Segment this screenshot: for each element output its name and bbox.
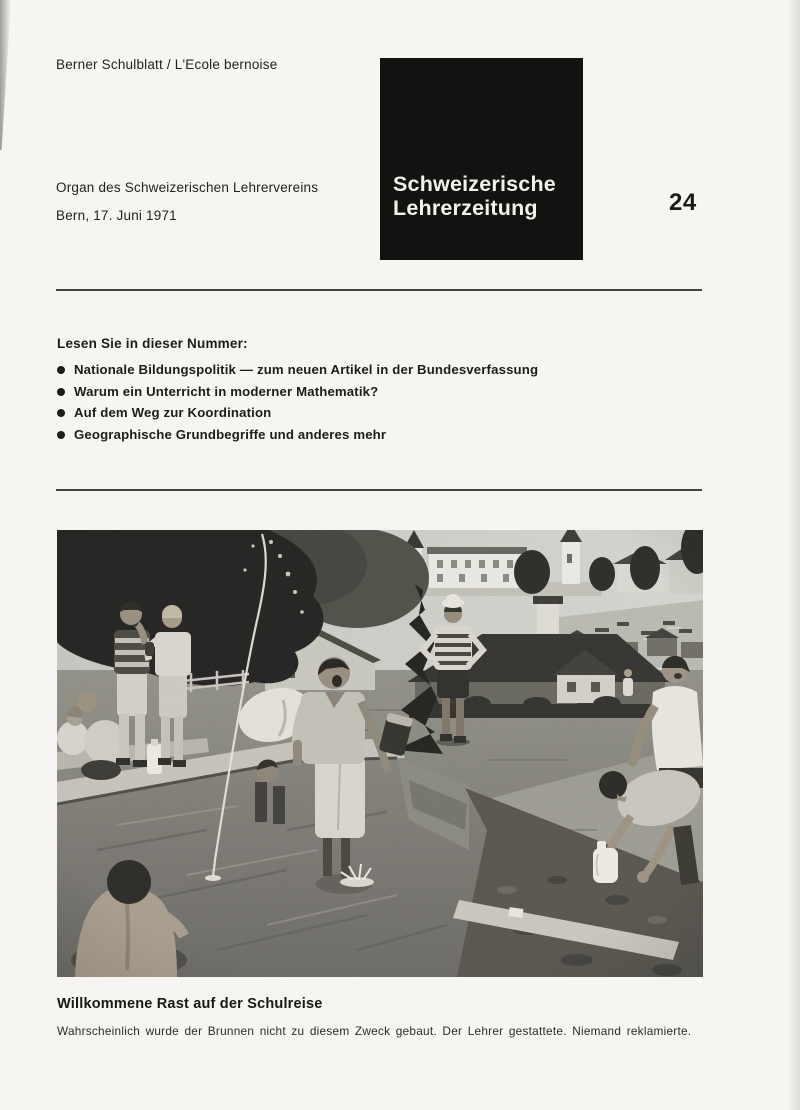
logo-title (393, 172, 556, 220)
scan-edge-artifact-left (0, 0, 11, 150)
contents-item (57, 385, 677, 399)
issue-number: 24 (669, 189, 697, 216)
photo-caption-title: Willkommene Rast auf der Schulreise (57, 996, 323, 1012)
contents-item (57, 363, 677, 377)
contents-heading: Lesen Sie in dieser Nummer: (57, 336, 248, 351)
logo-title-line2: Lehrerzeitung (393, 196, 538, 220)
organ-line: Organ des Schweizerischen Lehrervereins (56, 180, 319, 195)
bullet-icon (57, 366, 65, 374)
contents-item (57, 406, 677, 420)
cover-photo (57, 530, 703, 977)
contents-item-label: Nationale Bildungspolitik — zum neuen Artikel in der Bundesverfassung (74, 362, 539, 377)
masthead-title: Berner Schulblatt / L'Ecole bernoise (56, 57, 278, 72)
cover-photo-illustration (57, 530, 703, 977)
photo-grain (57, 530, 703, 977)
contents-item (57, 428, 677, 442)
date-line: Bern, 17. Juni 1971 (56, 208, 177, 223)
bullet-icon (57, 409, 65, 417)
contents-item-label: Warum ein Unterricht in moderner Mathematik? (74, 383, 379, 399)
bullet-icon (57, 388, 65, 396)
scan-edge-artifact-right (787, 0, 800, 1110)
contents-list (57, 363, 677, 449)
logo-title-line1: Schweizerische (393, 172, 556, 196)
contents-item-label: Geographische Grundbegriffe und anderes mehr (74, 426, 387, 442)
logo-block (380, 58, 583, 260)
photo-caption-text: Wahrscheinlich wurde der Brunnen nicht zu diesem Zweck gebaut. Der Lehrer gestattete. Niemand reklamierte. (57, 1024, 692, 1038)
bullet-icon (57, 431, 65, 439)
divider-rule-top (56, 289, 702, 291)
divider-rule-bottom (56, 489, 702, 491)
contents-item-label: Auf dem Weg zur Koordination (74, 405, 272, 420)
